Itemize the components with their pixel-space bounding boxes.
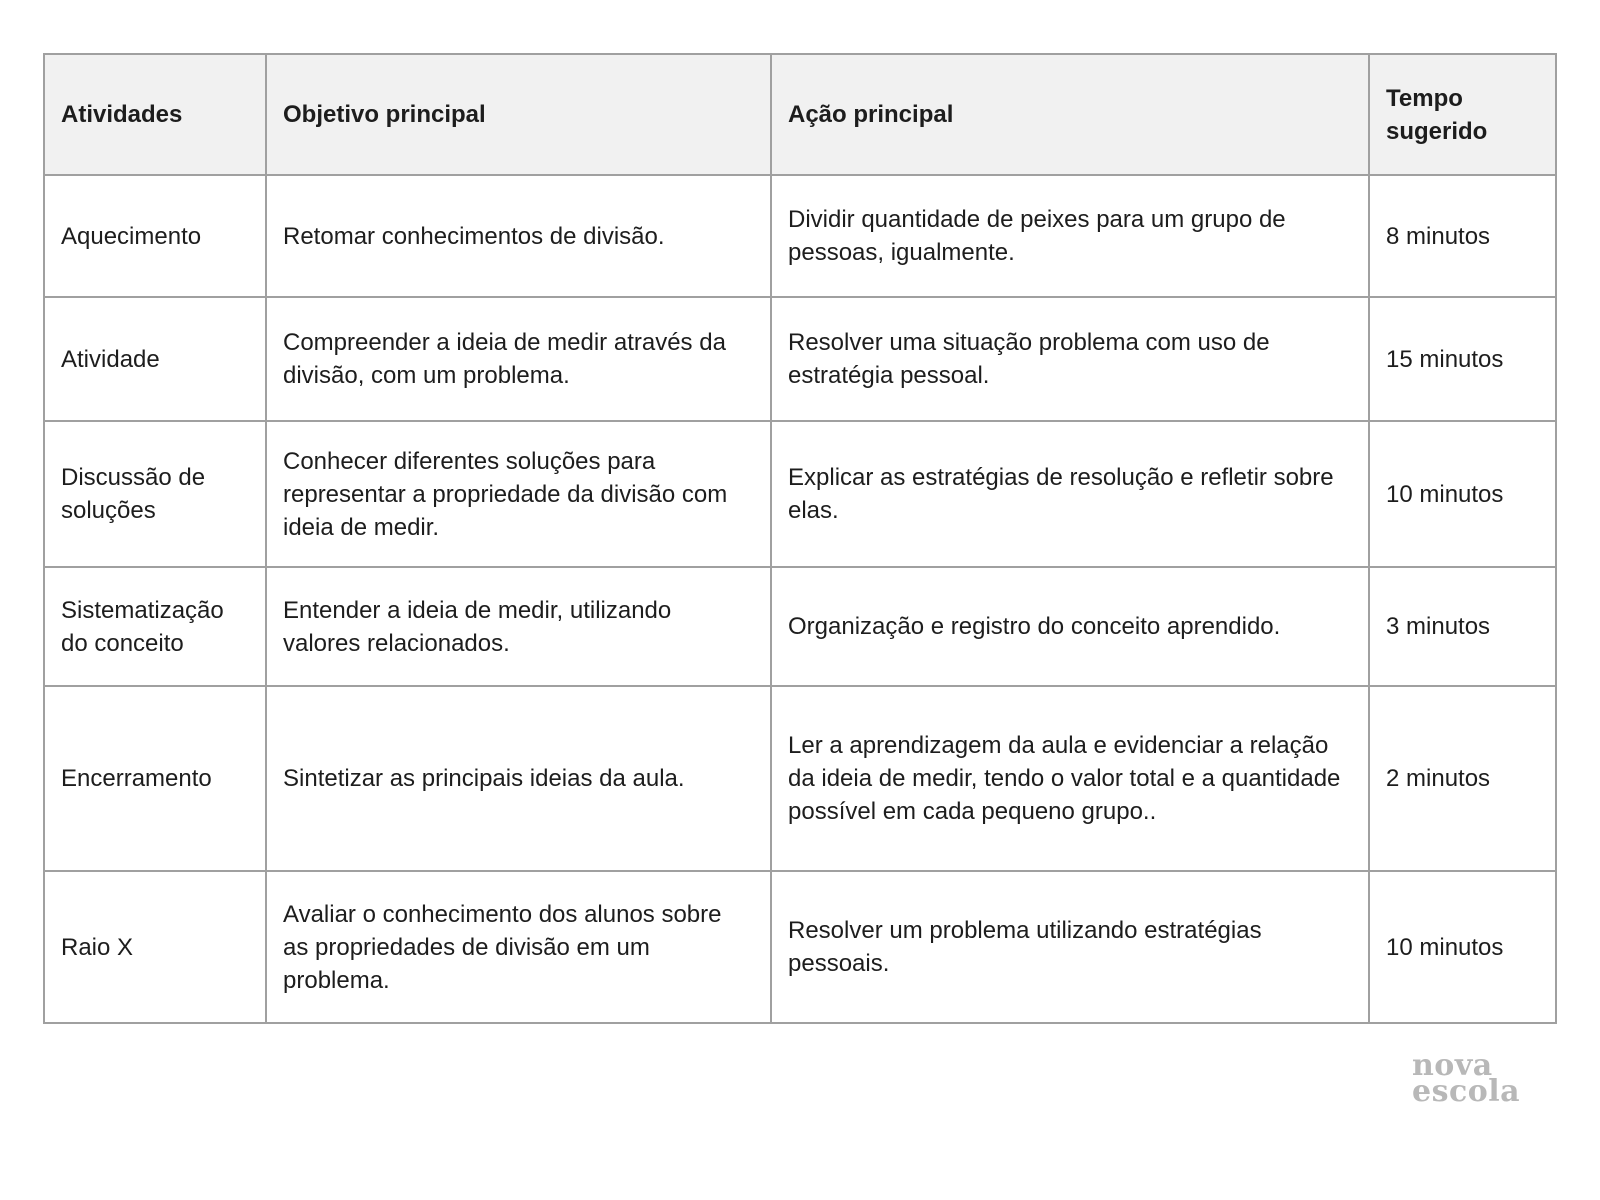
column-header-atividades: Atividades bbox=[44, 54, 266, 175]
table-row-raio-x bbox=[44, 871, 1556, 1023]
lesson-plan-table bbox=[43, 53, 1557, 1024]
cell-objetivo: Entender a ideia de medir, utilizando valores relacionados. bbox=[266, 567, 771, 686]
table-row-aquecimento bbox=[44, 175, 1556, 297]
column-header-objetivo-principal: Objetivo principal bbox=[266, 54, 771, 175]
cell-objetivo: Sintetizar as principais ideias da aula. bbox=[266, 686, 771, 871]
table-row-atividade bbox=[44, 297, 1556, 421]
cell-acao: Ler a aprendizagem da aula e evidenciar a relação da ideia de medir, tendo o valor total e a quantidade possível em cada pequeno grupo.. bbox=[771, 686, 1369, 871]
cell-atividade: Discussão de soluções bbox=[44, 421, 266, 567]
logo-line-escola: escola bbox=[1412, 1074, 1521, 1109]
cell-objetivo: Avaliar o conhecimento dos alunos sobre as propriedades de divisão em um problema. bbox=[266, 871, 771, 1023]
cell-acao: Organização e registro do conceito aprendido. bbox=[771, 567, 1369, 686]
cell-atividade: Atividade bbox=[44, 297, 266, 421]
cell-atividade: Aquecimento bbox=[44, 175, 266, 297]
cell-tempo: 2 minutos bbox=[1369, 686, 1556, 871]
cell-tempo: 10 minutos bbox=[1369, 421, 1556, 567]
cell-tempo: 8 minutos bbox=[1369, 175, 1556, 297]
cell-objetivo: Retomar conhecimentos de divisão. bbox=[266, 175, 771, 297]
table-row-discussao-de-solucoes bbox=[44, 421, 1556, 567]
table-row-sistematizacao-do-conceito bbox=[44, 567, 1556, 686]
cell-objetivo: Compreender a ideia de medir através da divisão, com um problema. bbox=[266, 297, 771, 421]
cell-acao: Dividir quantidade de peixes para um grupo de pessoas, igualmente. bbox=[771, 175, 1369, 297]
column-header-acao-principal: Ação principal bbox=[771, 54, 1369, 175]
nova-escola-logo bbox=[1412, 1048, 1521, 1109]
table-header-row bbox=[44, 54, 1556, 175]
table-row-encerramento bbox=[44, 686, 1556, 871]
cell-atividade: Raio X bbox=[44, 871, 266, 1023]
column-header-tempo-sugerido: Tempo sugerido bbox=[1369, 54, 1556, 175]
cell-tempo: 15 minutos bbox=[1369, 297, 1556, 421]
logo-line-nova: nova bbox=[1412, 1048, 1493, 1083]
cell-acao: Resolver uma situação problema com uso de estratégia pessoal. bbox=[771, 297, 1369, 421]
cell-objetivo: Conhecer diferentes soluções para representar a propriedade da divisão com ideia de medir. bbox=[266, 421, 771, 567]
cell-atividade: Sistematização do conceito bbox=[44, 567, 266, 686]
cell-acao: Resolver um problema utilizando estratégias pessoais. bbox=[771, 871, 1369, 1023]
cell-tempo: 3 minutos bbox=[1369, 567, 1556, 686]
cell-tempo: 10 minutos bbox=[1369, 871, 1556, 1023]
cell-atividade: Encerramento bbox=[44, 686, 266, 871]
cell-acao: Explicar as estratégias de resolução e refletir sobre elas. bbox=[771, 421, 1369, 567]
